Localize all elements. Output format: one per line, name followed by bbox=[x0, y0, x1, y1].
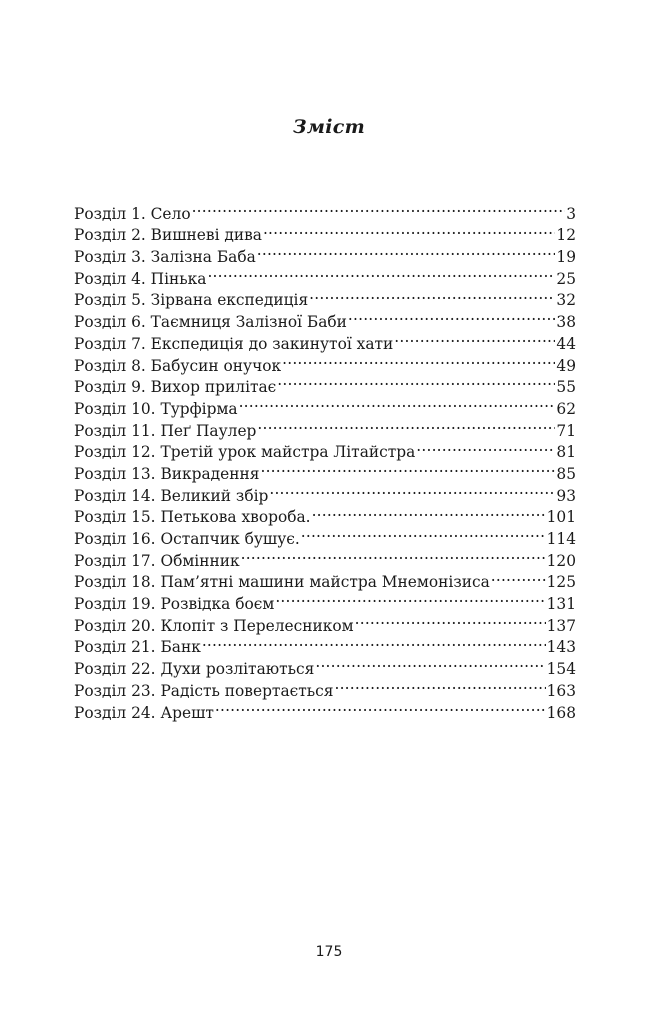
toc-entry-page: 62 bbox=[556, 399, 576, 418]
toc-entry-title: Розділ 9. Вихор прилітає bbox=[74, 378, 277, 397]
toc-entry-page: 3 bbox=[566, 204, 576, 223]
dot-leader bbox=[215, 696, 546, 718]
toc-entry-title: Розділ 16. Остапчик бушує. bbox=[74, 530, 300, 548]
dot-leader bbox=[241, 544, 546, 566]
page-title: Зміст bbox=[292, 116, 366, 138]
dot-leader bbox=[282, 349, 555, 371]
toc-entry-page: 71 bbox=[556, 421, 576, 440]
toc-entry-page: 114 bbox=[546, 530, 576, 548]
dot-leader bbox=[355, 609, 546, 631]
dot-leader bbox=[491, 566, 546, 588]
toc-entry-title: Розділ 10. Турфірма bbox=[74, 399, 238, 418]
toc-entry-page: 131 bbox=[546, 595, 576, 614]
toc-entry-page: 85 bbox=[556, 464, 576, 483]
toc-entry-title: Розділ 14. Великий збір bbox=[74, 486, 269, 505]
toc-entry-title: Розділ 18. Пам’ятні машини майстра Мнемонізиса bbox=[74, 573, 490, 592]
dot-leader bbox=[315, 652, 545, 674]
toc-entry-title: Розділ 15. Петькова хвороба. bbox=[74, 508, 311, 527]
toc-entry-title: Розділ 6. Таємниця Залізної Баби bbox=[74, 313, 347, 332]
toc-entry bbox=[74, 197, 576, 223]
dot-leader bbox=[394, 327, 555, 349]
dot-leader bbox=[192, 197, 566, 219]
toc-entry-page: 12 bbox=[556, 226, 576, 245]
toc-entry-page: 163 bbox=[546, 681, 576, 700]
dot-leader bbox=[334, 674, 545, 696]
toc-entry-page: 168 bbox=[546, 703, 576, 722]
toc-entry-page: 19 bbox=[556, 248, 576, 267]
toc-entry-page: 32 bbox=[556, 291, 576, 310]
toc-entry-page: 25 bbox=[556, 269, 576, 288]
dot-leader bbox=[416, 436, 555, 458]
toc-entry-title: Розділ 20. Клопіт з Перелесником bbox=[74, 616, 354, 635]
dot-leader bbox=[202, 631, 546, 653]
dot-leader bbox=[257, 414, 555, 436]
toc-entry-title: Розділ 24. Арешт bbox=[74, 703, 214, 722]
dot-leader bbox=[301, 522, 546, 544]
toc-entry-page: 125 bbox=[546, 573, 576, 592]
toc-entry-title: Розділ 21. Банк bbox=[74, 638, 201, 657]
toc-entry-page: 93 bbox=[556, 486, 576, 505]
dot-leader bbox=[257, 240, 556, 262]
page-number: 175 bbox=[315, 944, 343, 960]
toc-entry-page: 101 bbox=[546, 508, 576, 527]
toc-entry-title: Розділ 7. Експедиція до закинутої хати bbox=[74, 334, 394, 353]
toc-entry-title: Розділ 3. Залізна Баба bbox=[74, 248, 256, 267]
toc-entry-page: 81 bbox=[556, 443, 576, 462]
dot-leader bbox=[239, 392, 556, 414]
dot-leader bbox=[260, 457, 555, 479]
toc-entry-page: 120 bbox=[546, 551, 576, 570]
toc-entry-title: Розділ 1. Село bbox=[74, 204, 191, 223]
toc-entry-title: Розділ 5. Зірвана експедиція bbox=[74, 291, 309, 310]
toc-entry-title: Розділ 19. Розвідка боєм bbox=[74, 595, 275, 614]
toc-entry-title: Розділ 12. Третій урок майстра Літайстра bbox=[74, 443, 416, 462]
table-of-contents bbox=[74, 197, 576, 722]
toc-entry-page: 137 bbox=[546, 616, 576, 635]
toc-entry-page: 154 bbox=[546, 660, 576, 679]
toc-entry-page: 49 bbox=[556, 356, 576, 375]
toc-entry-title: Розділ 13. Викрадення bbox=[74, 464, 260, 483]
toc-entry-title: Розділ 4. Пінька bbox=[74, 269, 207, 288]
dot-leader bbox=[207, 262, 555, 284]
dot-leader bbox=[263, 219, 555, 241]
dot-leader bbox=[277, 371, 555, 393]
toc-entry-title: Розділ 23. Радість повертається bbox=[74, 681, 334, 700]
dot-leader bbox=[348, 305, 555, 327]
dot-leader bbox=[312, 501, 546, 523]
dot-leader bbox=[309, 284, 555, 306]
dot-leader bbox=[275, 587, 545, 609]
toc-entry-title: Розділ 8. Бабусин онучок bbox=[74, 356, 282, 375]
toc-entry-page: 44 bbox=[556, 334, 576, 353]
toc-entry-title: Розділ 17. Обмінник bbox=[74, 551, 240, 570]
toc-entry-title: Розділ 2. Вишневі дива bbox=[74, 226, 262, 245]
toc-entry-title: Розділ 11. Пеґ Паулер bbox=[74, 421, 257, 440]
toc-entry-page: 143 bbox=[546, 638, 576, 657]
toc-entry-page: 38 bbox=[556, 313, 576, 332]
toc-entry-title: Розділ 22. Духи розлітаються bbox=[74, 660, 315, 679]
dot-leader bbox=[269, 479, 555, 501]
toc-entry-page: 55 bbox=[556, 378, 576, 397]
